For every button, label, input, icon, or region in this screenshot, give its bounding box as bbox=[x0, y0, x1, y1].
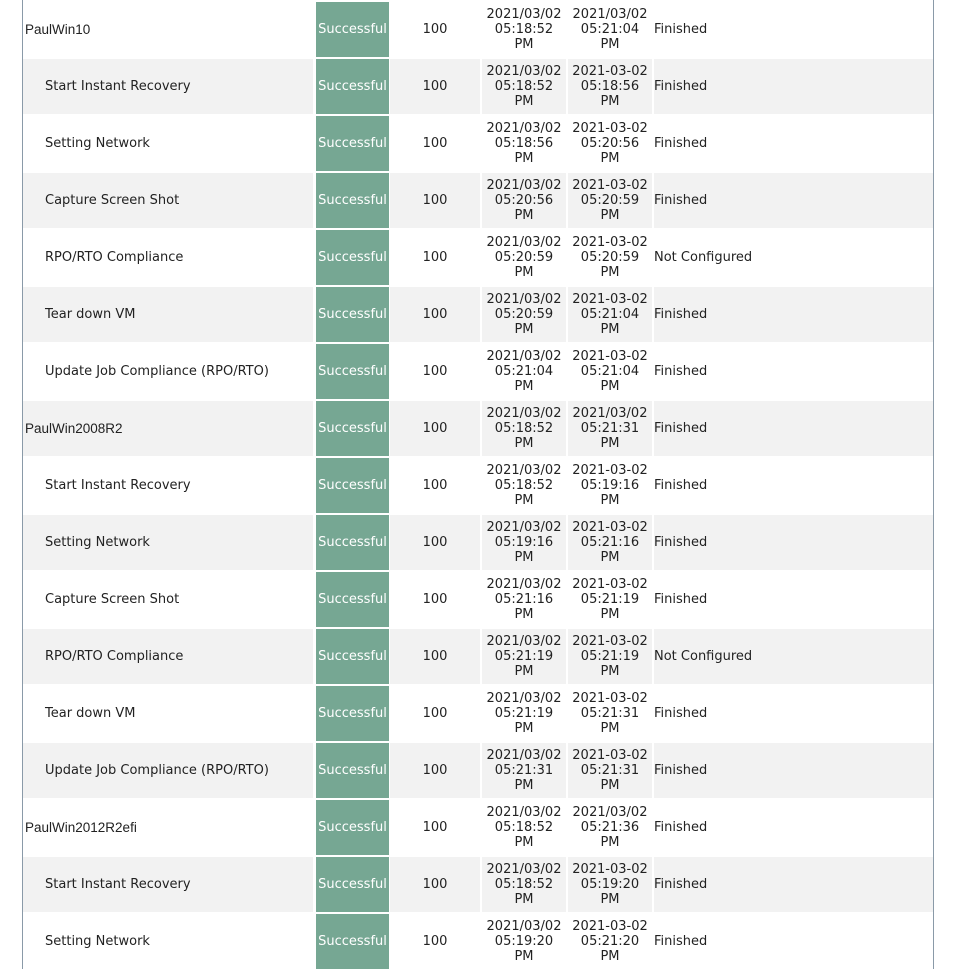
progress-percent: 100 bbox=[390, 572, 480, 629]
start-date: 2021/03/02 bbox=[486, 292, 562, 307]
end-time bbox=[566, 173, 652, 230]
end-clock: 05:21:16 bbox=[580, 535, 640, 550]
progress-percent: 100 bbox=[390, 857, 480, 914]
result-text: Finished bbox=[652, 458, 933, 515]
progress-percent: 100 bbox=[390, 344, 480, 401]
table-row bbox=[23, 173, 933, 230]
task-name: Setting Network bbox=[23, 914, 313, 969]
start-time bbox=[480, 116, 566, 173]
end-time bbox=[566, 287, 652, 344]
end-clock: 05:21:36 bbox=[580, 820, 640, 835]
table-row bbox=[23, 59, 933, 116]
status-badge: Successful bbox=[315, 743, 390, 800]
end-time bbox=[566, 401, 652, 458]
end-meridiem: PM bbox=[600, 37, 620, 52]
start-date: 2021/03/02 bbox=[486, 805, 562, 820]
status-badge: Successful bbox=[315, 800, 390, 857]
result-text: Finished bbox=[652, 743, 933, 800]
table-row bbox=[23, 2, 933, 59]
start-date: 2021/03/02 bbox=[486, 748, 562, 763]
start-meridiem: PM bbox=[514, 208, 534, 223]
end-meridiem: PM bbox=[600, 607, 620, 622]
end-clock: 05:21:31 bbox=[580, 763, 640, 778]
start-meridiem: PM bbox=[514, 835, 534, 850]
start-meridiem: PM bbox=[514, 37, 534, 52]
end-date: 2021/03/02 bbox=[572, 7, 648, 22]
end-meridiem: PM bbox=[600, 322, 620, 337]
status-badge: Successful bbox=[315, 572, 390, 629]
start-meridiem: PM bbox=[514, 664, 534, 679]
start-meridiem: PM bbox=[514, 892, 534, 907]
start-meridiem: PM bbox=[514, 949, 534, 964]
status-badge: Successful bbox=[315, 914, 390, 969]
end-clock: 05:21:19 bbox=[580, 592, 640, 607]
status-badge: Successful bbox=[315, 59, 390, 116]
end-meridiem: PM bbox=[600, 265, 620, 280]
start-time bbox=[480, 515, 566, 572]
start-meridiem: PM bbox=[514, 151, 534, 166]
start-date: 2021/03/02 bbox=[486, 235, 562, 250]
end-time bbox=[566, 116, 652, 173]
end-meridiem: PM bbox=[600, 892, 620, 907]
end-clock: 05:19:16 bbox=[580, 478, 640, 493]
result-text: Finished bbox=[652, 173, 933, 230]
start-time bbox=[480, 857, 566, 914]
start-date: 2021/03/02 bbox=[486, 463, 562, 478]
task-name: RPO/RTO Compliance bbox=[23, 629, 313, 686]
end-date: 2021-03-02 bbox=[572, 178, 648, 193]
result-text: Finished bbox=[652, 401, 933, 458]
end-meridiem: PM bbox=[600, 778, 620, 793]
task-name: PaulWin10 bbox=[23, 2, 313, 59]
status-badge: Successful bbox=[315, 686, 390, 743]
task-name: Tear down VM bbox=[23, 686, 313, 743]
start-time bbox=[480, 743, 566, 800]
result-text: Finished bbox=[652, 800, 933, 857]
end-clock: 05:21:04 bbox=[580, 307, 640, 322]
start-clock: 05:18:52 bbox=[494, 79, 554, 94]
end-time bbox=[566, 800, 652, 857]
start-time bbox=[480, 458, 566, 515]
table-row bbox=[23, 629, 933, 686]
end-clock: 05:18:56 bbox=[580, 79, 640, 94]
task-name: PaulWin2012R2efi bbox=[23, 800, 313, 857]
table-row bbox=[23, 914, 933, 969]
start-clock: 05:18:52 bbox=[494, 478, 554, 493]
table-row bbox=[23, 287, 933, 344]
status-badge: Successful bbox=[315, 230, 390, 287]
progress-percent: 100 bbox=[390, 800, 480, 857]
start-clock: 05:19:20 bbox=[494, 934, 554, 949]
end-time bbox=[566, 857, 652, 914]
result-text: Finished bbox=[652, 116, 933, 173]
end-date: 2021-03-02 bbox=[572, 748, 648, 763]
start-clock: 05:21:16 bbox=[494, 592, 554, 607]
task-name: PaulWin2008R2 bbox=[23, 401, 313, 458]
end-clock: 05:21:19 bbox=[580, 649, 640, 664]
end-meridiem: PM bbox=[600, 151, 620, 166]
progress-percent: 100 bbox=[390, 629, 480, 686]
end-clock: 05:21:20 bbox=[580, 934, 640, 949]
start-meridiem: PM bbox=[514, 265, 534, 280]
end-date: 2021-03-02 bbox=[572, 64, 648, 79]
status-badge: Successful bbox=[315, 344, 390, 401]
job-report-table bbox=[23, 2, 933, 969]
start-time bbox=[480, 914, 566, 969]
end-date: 2021-03-02 bbox=[572, 292, 648, 307]
end-clock: 05:19:20 bbox=[580, 877, 640, 892]
start-time bbox=[480, 287, 566, 344]
start-time bbox=[480, 572, 566, 629]
end-date: 2021-03-02 bbox=[572, 235, 648, 250]
status-badge: Successful bbox=[315, 629, 390, 686]
end-clock: 05:20:59 bbox=[580, 193, 640, 208]
start-clock: 05:20:59 bbox=[494, 307, 554, 322]
end-time bbox=[566, 743, 652, 800]
start-meridiem: PM bbox=[514, 379, 534, 394]
progress-percent: 100 bbox=[390, 173, 480, 230]
end-date: 2021-03-02 bbox=[572, 634, 648, 649]
task-name: Capture Screen Shot bbox=[23, 572, 313, 629]
start-clock: 05:20:56 bbox=[494, 193, 554, 208]
table-row bbox=[23, 857, 933, 914]
start-clock: 05:18:52 bbox=[494, 877, 554, 892]
end-meridiem: PM bbox=[600, 493, 620, 508]
task-name: Tear down VM bbox=[23, 287, 313, 344]
task-name: Update Job Compliance (RPO/RTO) bbox=[23, 344, 313, 401]
start-clock: 05:21:31 bbox=[494, 763, 554, 778]
start-date: 2021/03/02 bbox=[486, 7, 562, 22]
end-time bbox=[566, 458, 652, 515]
table-row bbox=[23, 116, 933, 173]
status-badge: Successful bbox=[315, 857, 390, 914]
start-clock: 05:18:52 bbox=[494, 820, 554, 835]
task-name: RPO/RTO Compliance bbox=[23, 230, 313, 287]
end-time bbox=[566, 572, 652, 629]
start-time bbox=[480, 686, 566, 743]
progress-percent: 100 bbox=[390, 914, 480, 969]
task-name: Start Instant Recovery bbox=[23, 857, 313, 914]
end-time bbox=[566, 629, 652, 686]
table-row bbox=[23, 686, 933, 743]
start-meridiem: PM bbox=[514, 94, 534, 109]
end-time bbox=[566, 2, 652, 59]
task-name: Update Job Compliance (RPO/RTO) bbox=[23, 743, 313, 800]
end-date: 2021/03/02 bbox=[572, 406, 648, 421]
result-text: Not Configured bbox=[652, 629, 933, 686]
task-name: Setting Network bbox=[23, 116, 313, 173]
start-time bbox=[480, 173, 566, 230]
start-clock: 05:21:19 bbox=[494, 649, 554, 664]
end-meridiem: PM bbox=[600, 949, 620, 964]
start-clock: 05:18:56 bbox=[494, 136, 554, 151]
task-name: Capture Screen Shot bbox=[23, 173, 313, 230]
start-time bbox=[480, 629, 566, 686]
progress-percent: 100 bbox=[390, 2, 480, 59]
end-time bbox=[566, 230, 652, 287]
status-badge: Successful bbox=[315, 173, 390, 230]
end-clock: 05:21:04 bbox=[580, 22, 640, 37]
end-clock: 05:20:59 bbox=[580, 250, 640, 265]
end-meridiem: PM bbox=[600, 436, 620, 451]
progress-percent: 100 bbox=[390, 287, 480, 344]
end-clock: 05:21:31 bbox=[580, 421, 640, 436]
start-meridiem: PM bbox=[514, 550, 534, 565]
result-text: Finished bbox=[652, 914, 933, 969]
end-time bbox=[566, 515, 652, 572]
start-meridiem: PM bbox=[514, 493, 534, 508]
end-date: 2021-03-02 bbox=[572, 121, 648, 136]
end-meridiem: PM bbox=[600, 835, 620, 850]
start-date: 2021/03/02 bbox=[486, 520, 562, 535]
end-date: 2021-03-02 bbox=[572, 862, 648, 877]
start-date: 2021/03/02 bbox=[486, 919, 562, 934]
end-meridiem: PM bbox=[600, 664, 620, 679]
end-clock: 05:21:04 bbox=[580, 364, 640, 379]
start-date: 2021/03/02 bbox=[486, 64, 562, 79]
end-meridiem: PM bbox=[600, 208, 620, 223]
result-text: Finished bbox=[652, 515, 933, 572]
start-meridiem: PM bbox=[514, 322, 534, 337]
status-badge: Successful bbox=[315, 458, 390, 515]
start-meridiem: PM bbox=[514, 607, 534, 622]
end-date: 2021-03-02 bbox=[572, 520, 648, 535]
start-date: 2021/03/02 bbox=[486, 634, 562, 649]
progress-percent: 100 bbox=[390, 116, 480, 173]
table-row bbox=[23, 458, 933, 515]
start-time bbox=[480, 2, 566, 59]
start-clock: 05:19:16 bbox=[494, 535, 554, 550]
task-name: Setting Network bbox=[23, 515, 313, 572]
end-meridiem: PM bbox=[600, 94, 620, 109]
end-date: 2021/03/02 bbox=[572, 805, 648, 820]
start-date: 2021/03/02 bbox=[486, 121, 562, 136]
start-meridiem: PM bbox=[514, 721, 534, 736]
end-time bbox=[566, 344, 652, 401]
end-date: 2021-03-02 bbox=[572, 919, 648, 934]
start-clock: 05:20:59 bbox=[494, 250, 554, 265]
result-text: Finished bbox=[652, 857, 933, 914]
start-time bbox=[480, 800, 566, 857]
start-clock: 05:21:04 bbox=[494, 364, 554, 379]
end-meridiem: PM bbox=[600, 550, 620, 565]
start-date: 2021/03/02 bbox=[486, 691, 562, 706]
progress-percent: 100 bbox=[390, 458, 480, 515]
end-date: 2021-03-02 bbox=[572, 577, 648, 592]
end-meridiem: PM bbox=[600, 379, 620, 394]
table-row bbox=[23, 800, 933, 857]
start-time bbox=[480, 344, 566, 401]
end-clock: 05:20:56 bbox=[580, 136, 640, 151]
end-time bbox=[566, 914, 652, 969]
end-time bbox=[566, 59, 652, 116]
task-name: Start Instant Recovery bbox=[23, 458, 313, 515]
start-date: 2021/03/02 bbox=[486, 577, 562, 592]
end-time bbox=[566, 686, 652, 743]
progress-percent: 100 bbox=[390, 230, 480, 287]
status-badge: Successful bbox=[315, 515, 390, 572]
report-body bbox=[23, 2, 933, 969]
start-clock: 05:18:52 bbox=[494, 22, 554, 37]
progress-percent: 100 bbox=[390, 515, 480, 572]
start-meridiem: PM bbox=[514, 436, 534, 451]
progress-percent: 100 bbox=[390, 401, 480, 458]
result-text: Finished bbox=[652, 686, 933, 743]
start-time bbox=[480, 59, 566, 116]
end-date: 2021-03-02 bbox=[572, 691, 648, 706]
result-text: Finished bbox=[652, 287, 933, 344]
status-badge: Successful bbox=[315, 401, 390, 458]
task-name: Start Instant Recovery bbox=[23, 59, 313, 116]
progress-percent: 100 bbox=[390, 686, 480, 743]
start-date: 2021/03/02 bbox=[486, 349, 562, 364]
start-date: 2021/03/02 bbox=[486, 178, 562, 193]
table-row bbox=[23, 230, 933, 287]
start-time bbox=[480, 230, 566, 287]
start-date: 2021/03/02 bbox=[486, 862, 562, 877]
table-row bbox=[23, 344, 933, 401]
start-time bbox=[480, 401, 566, 458]
end-meridiem: PM bbox=[600, 721, 620, 736]
result-text: Not Configured bbox=[652, 230, 933, 287]
start-date: 2021/03/02 bbox=[486, 406, 562, 421]
status-badge: Successful bbox=[315, 2, 390, 59]
start-meridiem: PM bbox=[514, 778, 534, 793]
progress-percent: 100 bbox=[390, 59, 480, 116]
result-text: Finished bbox=[652, 2, 933, 59]
start-clock: 05:18:52 bbox=[494, 421, 554, 436]
progress-percent: 100 bbox=[390, 743, 480, 800]
end-date: 2021-03-02 bbox=[572, 463, 648, 478]
result-text: Finished bbox=[652, 344, 933, 401]
end-clock: 05:21:31 bbox=[580, 706, 640, 721]
table-row bbox=[23, 743, 933, 800]
start-clock: 05:21:19 bbox=[494, 706, 554, 721]
result-text: Finished bbox=[652, 572, 933, 629]
result-text: Finished bbox=[652, 59, 933, 116]
table-row bbox=[23, 515, 933, 572]
status-badge: Successful bbox=[315, 287, 390, 344]
table-row bbox=[23, 572, 933, 629]
table-row bbox=[23, 401, 933, 458]
status-badge: Successful bbox=[315, 116, 390, 173]
end-date: 2021-03-02 bbox=[572, 349, 648, 364]
